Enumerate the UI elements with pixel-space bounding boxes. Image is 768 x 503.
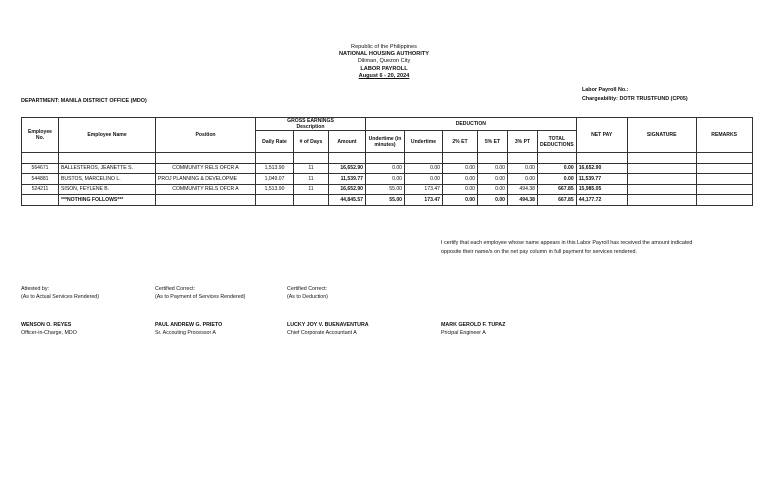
amount: 16,652.90 — [329, 184, 366, 195]
et-5pct: 0.00 — [478, 174, 508, 185]
col-2pct-et: 2% ET — [443, 131, 478, 153]
signature-cell — [627, 184, 696, 195]
undertime-minutes: 0.00 — [366, 174, 405, 185]
total-undertime-minutes: 55.00 — [366, 195, 405, 206]
signatory-name: PAUL ANDREW G. PRIETO — [155, 322, 223, 328]
daily-rate: 1,513.90 — [256, 163, 294, 174]
table-row — [22, 174, 753, 185]
total-et-2pct: 0.00 — [443, 195, 478, 206]
signatory-name: LUCKY JOY V. BUENAVENTURA — [287, 322, 369, 328]
table-row — [22, 184, 753, 195]
total-amount: 44,845.57 — [329, 195, 366, 206]
days: 11 — [294, 184, 329, 195]
col-net-pay: NET PAY — [576, 118, 627, 153]
total-undertime: 173.47 — [405, 195, 443, 206]
emp-no: 524211 — [22, 184, 59, 195]
certified-deduction-block — [287, 285, 328, 301]
undertime-minutes: 55.00 — [366, 184, 405, 195]
net-pay: 15,985.05 — [576, 184, 627, 195]
daily-rate: 1,513.90 — [256, 184, 294, 195]
header-period: August 6 - 20, 2024 — [358, 72, 410, 79]
emp-no: 544881 — [22, 174, 59, 185]
col-gross-earnings: GROSS EARNINGS — [256, 118, 366, 125]
header-address: Diliman, Quezon City — [357, 58, 411, 65]
signatory-name: WENSON O. REYES — [21, 322, 72, 328]
emp-position: COMMUNITY RELS OFCR A — [156, 163, 256, 174]
pt-3pct: 494.38 — [508, 184, 538, 195]
payroll-number-label: Labor Payroll No.: — [582, 87, 629, 93]
header-agency: NATIONAL HOUSING AUTHORITY — [338, 51, 429, 58]
total-et-5pct: 0.00 — [478, 195, 508, 206]
remarks-cell — [696, 184, 752, 195]
emp-no: 564671 — [22, 163, 59, 174]
remarks-cell — [696, 174, 752, 185]
certified-deduction-note: (As to Deduction) — [287, 294, 328, 300]
total-deductions: 0.00 — [538, 174, 577, 185]
signatory-1 — [21, 321, 77, 337]
emp-name: BALLESTEROS, JEANETTE S. — [59, 163, 156, 174]
certified-deduction-label: Certified Correct: — [287, 286, 328, 292]
net-pay: 16,652.90 — [576, 163, 627, 174]
document-header — [0, 44, 768, 80]
grand-net-pay: 44,177.72 — [576, 195, 627, 206]
col-undertime: Undertime — [405, 131, 443, 153]
chargeability-label: Chargeability: DOTR TRUSTFUND (CP05) — [582, 96, 688, 102]
undertime: 0.00 — [405, 174, 443, 185]
col-total-deductions: TOTAL DEDUCTIONS — [538, 131, 577, 153]
et-5pct: 0.00 — [478, 184, 508, 195]
amount: 16,652.90 — [329, 163, 366, 174]
emp-name: SISON, FEYLENE B. — [59, 184, 156, 195]
totals-row — [22, 195, 753, 206]
certified-payment-note: (As to Payment of Services Rendered) — [155, 294, 246, 300]
col-3pct-pt: 3% PT — [508, 131, 538, 153]
undertime-minutes: 0.00 — [366, 163, 405, 174]
signatory-title: Chief Corporate Accountant A — [287, 330, 357, 336]
pt-3pct: 0.00 — [508, 174, 538, 185]
signatory-name: MARK GEROLD F. TUPAZ — [441, 322, 506, 328]
total-deductions: 0.00 — [538, 163, 577, 174]
emp-name: BUSTOS, MARCELINO L. — [59, 174, 156, 185]
emp-position: COMMUNITY RELS OFCR A — [156, 184, 256, 195]
table-row — [22, 163, 753, 174]
certified-payment-label: Certified Correct: — [155, 286, 196, 292]
remarks-cell — [696, 163, 752, 174]
col-employee-no: Employee No. — [22, 118, 59, 153]
col-position: Position — [156, 118, 256, 153]
amount: 11,539.77 — [329, 174, 366, 185]
et-2pct: 0.00 — [443, 163, 478, 174]
days: 11 — [294, 163, 329, 174]
signature-cell — [627, 163, 696, 174]
col-5pct-et: 5% ET — [478, 131, 508, 153]
col-signature: SIGNATURE — [627, 118, 696, 153]
certified-payment-block — [155, 285, 245, 301]
department-label: DEPARTMENT: MANILA DISTRICT OFFICE (MDO) — [21, 98, 147, 104]
certification-statement: I certify that each employee whose name appears in this Labor Payroll has received the amount indicated opposite their name/s on the net pay column in full payment for services rendered. — [441, 240, 693, 256]
attested-by-block — [21, 285, 99, 301]
signatory-2 — [155, 321, 222, 337]
col-amount: Amount — [329, 131, 366, 153]
undertime: 173.47 — [405, 184, 443, 195]
signatory-title: Sr. Accouting Processor A — [155, 330, 216, 336]
net-pay: 11,539.77 — [576, 174, 627, 185]
payroll-table — [21, 117, 753, 206]
signatory-title: Officer-in-Charge, MDO — [21, 330, 77, 336]
spacer-row — [22, 153, 753, 164]
daily-rate: 1,049.07 — [256, 174, 294, 185]
header-row-1 — [22, 118, 753, 125]
signatory-4 — [441, 321, 505, 337]
signatory-title: Pricipal Engineer A — [441, 330, 486, 336]
undertime: 0.00 — [405, 163, 443, 174]
signature-cell — [627, 174, 696, 185]
pt-3pct: 0.00 — [508, 163, 538, 174]
et-5pct: 0.00 — [478, 163, 508, 174]
nothing-follows-label: ***NOTHING FOLLOWS*** — [59, 195, 156, 206]
days: 11 — [294, 174, 329, 185]
total-deductions: 667.85 — [538, 184, 577, 195]
grand-total-deductions: 667.85 — [538, 195, 577, 206]
col-employee-name: Employee Name — [59, 118, 156, 153]
header-payroll-title: LABOR PAYROLL — [360, 65, 408, 72]
attested-by-note: (As to Actual Services Rendered) — [21, 294, 100, 300]
col-days: # of Days — [294, 131, 329, 153]
et-2pct: 0.00 — [443, 184, 478, 195]
col-remarks: REMARKS — [696, 118, 752, 153]
col-description: Description — [256, 124, 366, 131]
col-undertime-minutes: Undertime (in minutes) — [366, 131, 405, 153]
et-2pct: 0.00 — [443, 174, 478, 185]
col-deduction: DEDUCTION — [366, 118, 577, 131]
emp-position: PROJ PLANNING & DEVELOPME — [156, 174, 256, 185]
signatory-3 — [287, 321, 369, 337]
header-republic: Republic of the Philippines — [351, 44, 417, 50]
col-daily-rate: Daily Rate — [256, 131, 294, 153]
attested-by-label: Attested by: — [21, 286, 49, 292]
total-pt-3pct: 494.38 — [508, 195, 538, 206]
